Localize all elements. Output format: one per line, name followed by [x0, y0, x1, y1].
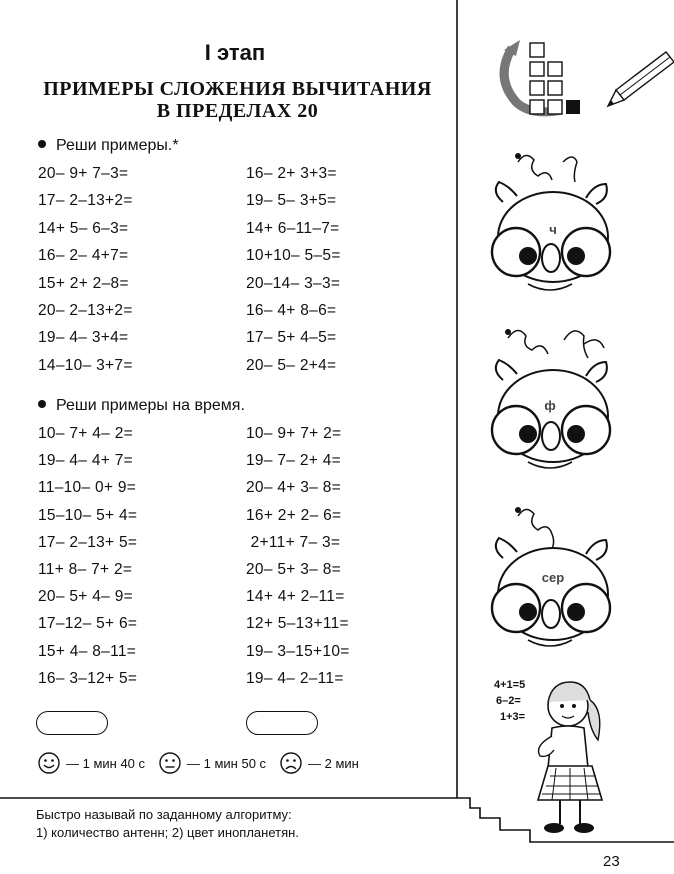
math-exercise: 14+ 6–11–7= — [246, 219, 340, 237]
stage-heading: I этап — [204, 40, 266, 65]
math-exercise: 10+10– 5–5= — [246, 247, 341, 265]
math-exercise: 16– 2– 4+7= — [38, 247, 129, 265]
math-exercise: 11+ 8– 7+ 2= — [38, 561, 133, 578]
math-exercise: 2+11+ 7– 3= — [246, 533, 341, 551]
math-exercise: 19– 4– 3+4= — [38, 329, 129, 347]
math-exercise: 16– 4+ 8–6= — [246, 302, 337, 319]
girl-with-math-illustration — [490, 672, 610, 840]
math-exercise: 10– 9+ 7+ 2= — [246, 425, 342, 442]
math-exercise: 16– 2+ 3+3= — [246, 165, 337, 182]
math-exercise: 20– 5– 2+4= — [246, 356, 337, 374]
title-line-2: В ПРЕДЕЛАХ 20 — [156, 100, 319, 122]
instruction-1 — [38, 137, 179, 155]
page-title — [40, 78, 435, 122]
alien-character-2 — [478, 318, 628, 483]
page-number: 23 — [603, 853, 620, 870]
algorithm-steps-icon — [492, 38, 592, 118]
math-exercise: 19– 4– 2–11= — [246, 669, 344, 687]
alien-character-3 — [478, 496, 628, 661]
math-exercise: 19– 7– 2+ 4= — [246, 452, 341, 470]
pencil-icon — [604, 48, 674, 110]
math-exercise: 20– 5+ 4– 9= — [38, 588, 133, 606]
math-exercise: 20– 4+ 3– 8= — [246, 479, 341, 497]
sad-face-icon — [280, 752, 302, 774]
timing-legend — [38, 752, 373, 774]
neutral-face-icon — [159, 752, 181, 774]
math-exercise: 17– 5+ 4–5= — [246, 329, 337, 347]
instruction-1-text: Реши примеры.* — [56, 137, 179, 154]
board-equation: 6–2= — [496, 695, 521, 707]
bullet-icon — [38, 140, 46, 148]
time-answer-box-left[interactable] — [36, 711, 108, 735]
footer-line-1: Быстро называй по заданному алгоритму: — [36, 807, 292, 822]
math-exercise: 17– 2–13+ 5= — [38, 533, 138, 551]
math-exercise: 16– 3–12+ 5= — [38, 669, 138, 687]
math-exercise: 15+ 2+ 2–8= — [38, 274, 129, 292]
math-exercise: 20– 9+ 7–3= — [38, 165, 129, 182]
instruction-2 — [38, 397, 245, 415]
math-exercise: 11–10– 0+ 9= — [38, 479, 137, 497]
math-exercise: 14–10– 3+7= — [38, 356, 133, 374]
timing-text: — 1 мин 50 с — [187, 755, 267, 771]
math-exercise: 20– 2–13+2= — [38, 302, 133, 319]
alien-label: ч — [549, 222, 557, 237]
math-exercise: 19– 3–15+10= — [246, 642, 350, 660]
math-exercise: 17–12– 5+ 6= — [38, 615, 138, 633]
footer-line-2: 1) количество антенн; 2) цвет инопланетян. — [36, 825, 299, 840]
smile-face-icon — [38, 752, 60, 774]
timing-text: — 1 мин 40 с — [66, 755, 146, 771]
math-exercise: 20–14– 3–3= — [246, 274, 341, 292]
timing-item — [159, 752, 266, 774]
math-exercise: 12+ 5–13+11= — [246, 615, 349, 633]
math-exercise: 19– 5– 3+5= — [246, 192, 337, 210]
math-exercise: 16+ 2+ 2– 6= — [246, 506, 342, 524]
bullet-icon — [38, 400, 46, 408]
math-exercise: 15+ 4– 8–11= — [38, 642, 137, 660]
time-answer-box-right[interactable] — [246, 711, 318, 735]
math-exercise: 14+ 4+ 2–11= — [246, 588, 345, 606]
math-exercise: 19– 4– 4+ 7= — [38, 452, 133, 470]
math-exercise: 15–10– 5+ 4= — [38, 506, 138, 524]
alien-label: ф — [544, 398, 556, 413]
timing-text: — 2 мин — [308, 755, 359, 771]
alien-label: сер — [541, 570, 565, 585]
footer-task — [36, 806, 299, 842]
math-exercise: 14+ 5– 6–3= — [38, 219, 129, 237]
board-equation: 1+3= — [500, 711, 526, 723]
math-exercise: 10– 7+ 4– 2= — [38, 425, 133, 442]
timing-item — [280, 752, 359, 774]
board-equation: 4+1=5 — [494, 679, 526, 691]
instruction-2-text: Реши примеры на время. — [56, 397, 245, 414]
alien-character-1 — [478, 142, 628, 302]
math-exercise: 17– 2–13+2= — [38, 192, 133, 210]
math-exercise: 20– 5+ 3– 8= — [246, 561, 341, 578]
title-line-1: ПРИМЕРЫ СЛОЖЕНИЯ ВЫЧИТАНИЯ — [43, 78, 432, 100]
timing-item — [38, 752, 145, 774]
